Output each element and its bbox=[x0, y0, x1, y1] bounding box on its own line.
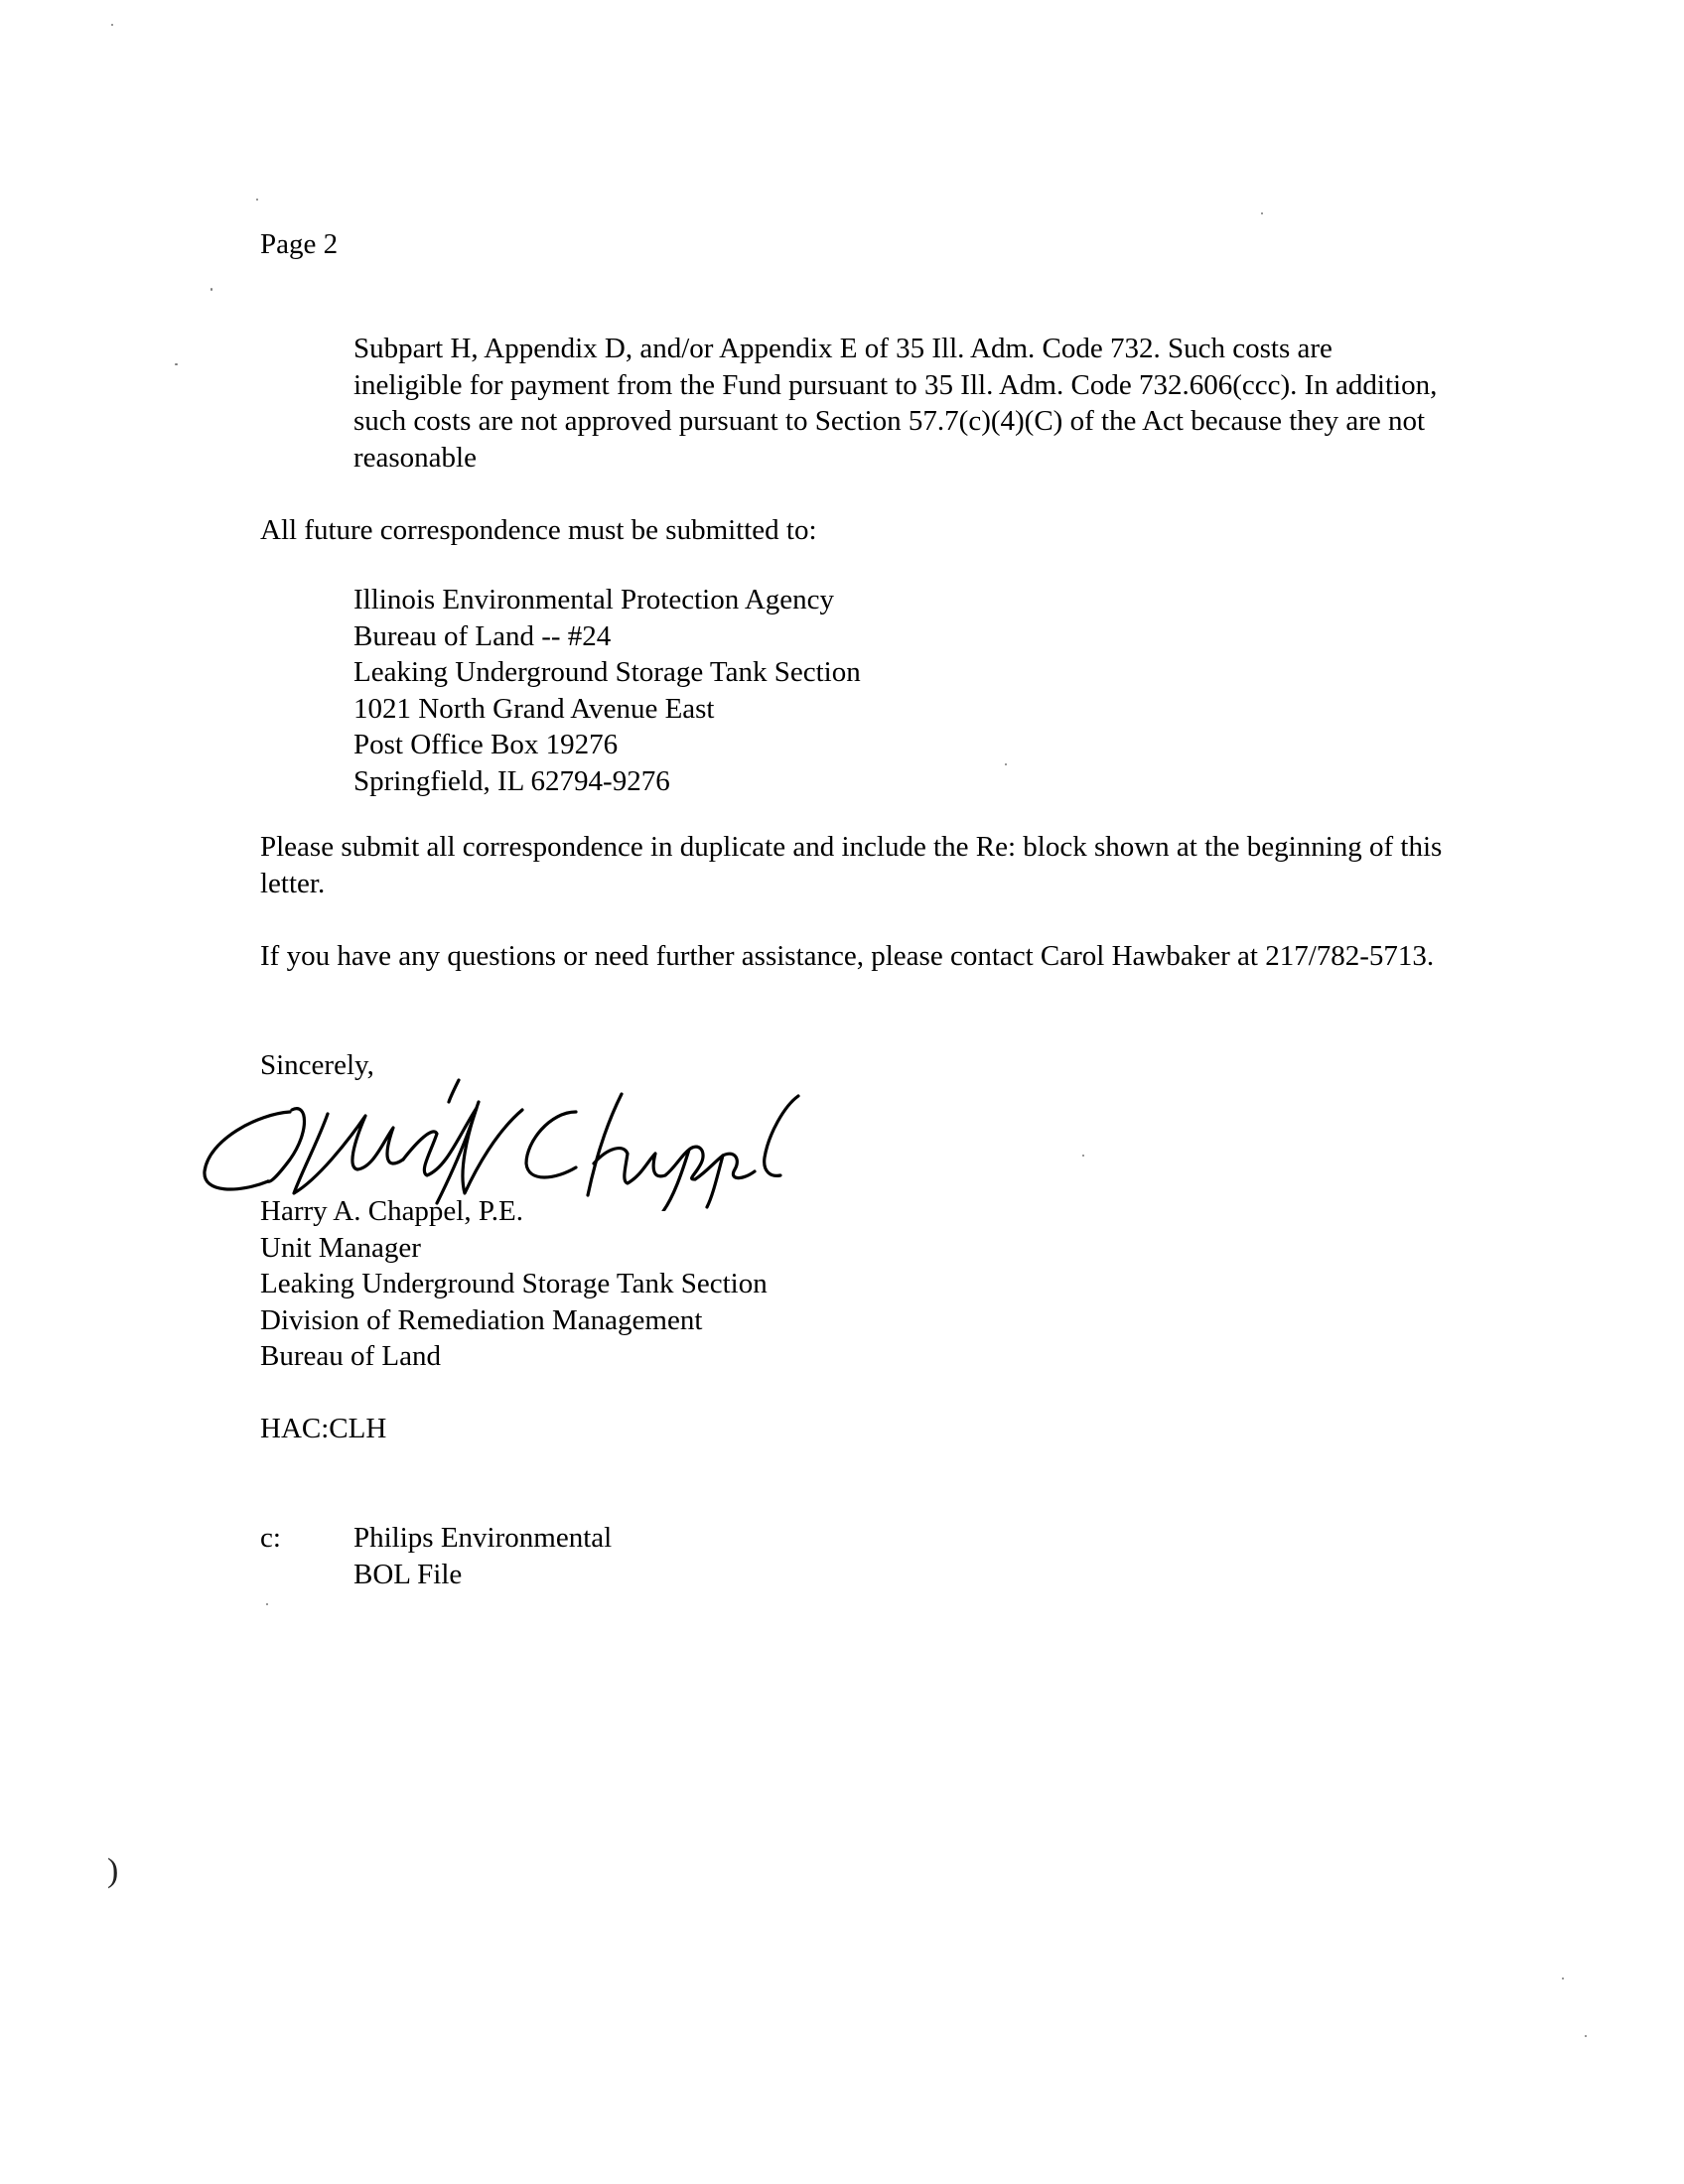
address-line: Illinois Environmental Protection Agency bbox=[353, 584, 835, 615]
signature-stroke bbox=[765, 1096, 798, 1175]
signature-stroke bbox=[294, 1114, 403, 1193]
cc-recipient: BOL File bbox=[353, 1558, 463, 1590]
scan-speck bbox=[175, 363, 178, 365]
scan-speck bbox=[266, 1603, 268, 1605]
cc-recipients bbox=[353, 1520, 612, 1592]
signer-bureau: Bureau of Land bbox=[260, 1340, 441, 1372]
address-line: Springfield, IL 62794-9276 bbox=[353, 764, 670, 797]
address-line: Post Office Box 19276 bbox=[353, 729, 619, 760]
correspondence-intro: All future correspondence must be submitted to: bbox=[260, 514, 817, 546]
cc-recipient: Philips Environmental bbox=[353, 1522, 613, 1554]
handwritten-signature bbox=[199, 1072, 804, 1211]
scan-speck bbox=[256, 199, 258, 201]
signature-stroke bbox=[268, 1109, 305, 1182]
reference-initials: HAC:CLH bbox=[260, 1413, 387, 1444]
address-line: 1021 North Grand Avenue East bbox=[353, 692, 715, 725]
signer-division: Division of Remediation Management bbox=[260, 1303, 703, 1336]
margin-mark: ) bbox=[107, 1852, 119, 1889]
signature-stroke bbox=[449, 1080, 459, 1102]
signer-block bbox=[260, 1193, 768, 1375]
signature-stroke bbox=[205, 1112, 290, 1189]
scan-speck bbox=[210, 288, 212, 291]
continued-paragraph: Subpart H, Appendix D, and/or Appendix E of 35 Ill. Adm. Code 732. Such costs are ineligible for payment from the Fund pursuant to 35 Ill. Adm. Code 732.606(ccc). In addition, such costs are not approved pursuant to Section 57.7(c)(4)(C) of the Act because they are not reasonable bbox=[353, 333, 1438, 474]
scan-speck bbox=[1261, 212, 1263, 214]
signature-stroke bbox=[526, 1112, 576, 1177]
scan-speck bbox=[1585, 2035, 1587, 2037]
scan-speck bbox=[1562, 1978, 1564, 1979]
address-line: Leaking Underground Storage Tank Section bbox=[353, 656, 861, 688]
contact-paragraph: If you have any questions or need further assistance, please contact Carol Hawbaker at 217/782-5713. bbox=[260, 940, 1435, 972]
page-number: Page 2 bbox=[260, 228, 339, 260]
closing-salutation: Sincerely, bbox=[260, 1049, 374, 1081]
mailing-address bbox=[353, 582, 861, 799]
scan-speck bbox=[111, 24, 113, 26]
duplicate-instruction: Please submit all correspondence in duplicate and include the Re: block shown at the beginning of this letter. bbox=[260, 831, 1443, 899]
signer-title: Unit Manager bbox=[260, 1231, 421, 1264]
signer-section: Leaking Underground Storage Tank Section bbox=[260, 1268, 768, 1299]
signer-name: Harry A. Chappel, P.E. bbox=[260, 1195, 523, 1227]
scan-speck bbox=[1082, 1155, 1084, 1157]
address-line: Bureau of Land -- #24 bbox=[353, 619, 612, 652]
scan-speck bbox=[1005, 763, 1007, 765]
cc-label: c: bbox=[260, 1522, 281, 1554]
